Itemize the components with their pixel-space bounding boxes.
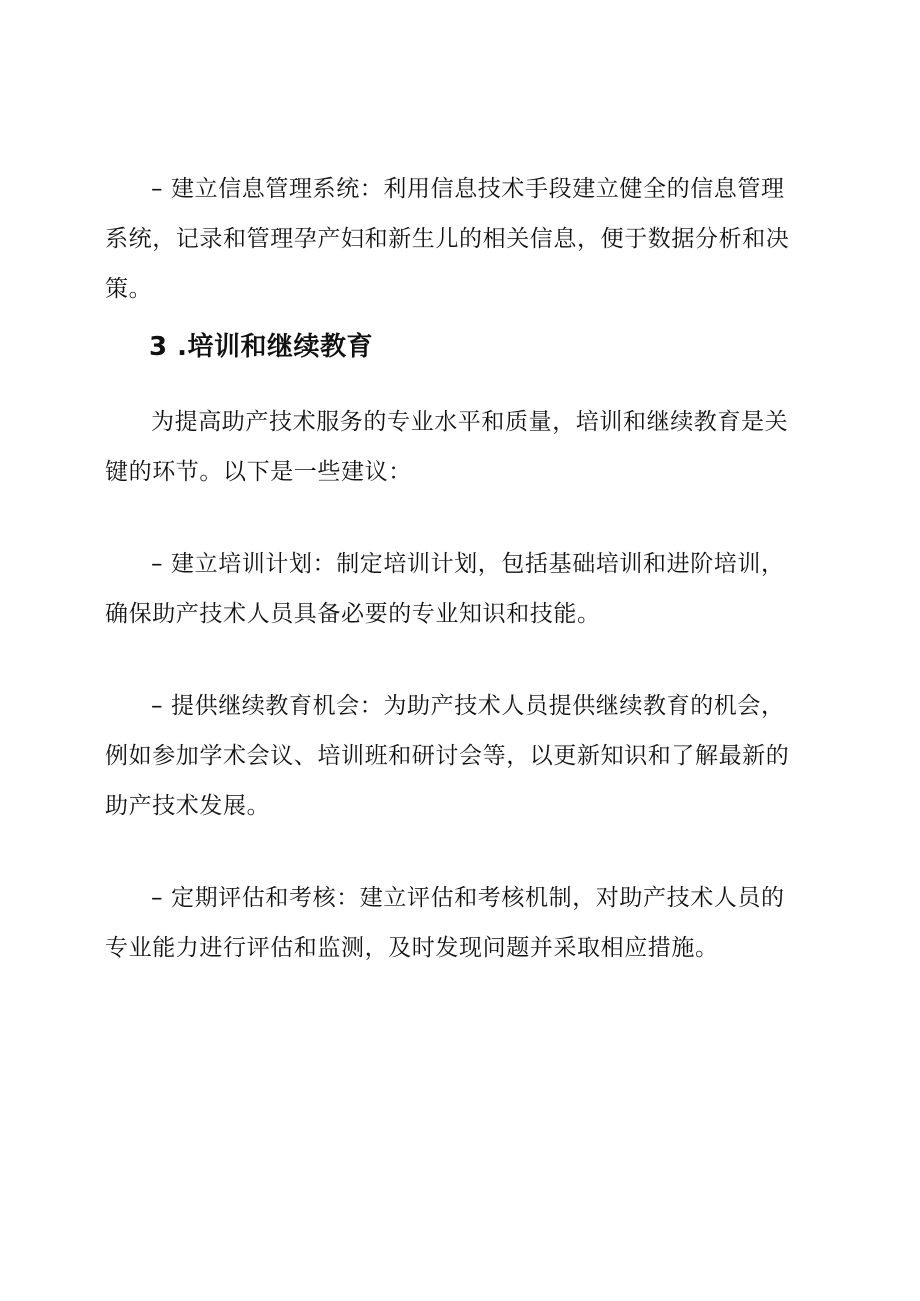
section-heading-training: 3 .培训和继续教育: [149, 332, 374, 362]
paragraph-training-intro: 为提高助产技术服务的专业水平和质量，培训和继续教育是关键的环节。以下是一些建议：: [105, 409, 789, 485]
paragraph-continuing-education: – 提供继续教育机会：为助产技术人员提供继续教育的机会，例如参加学术会议、培训班和研讨会等，以更新知识和了解最新的助产技术发展。: [105, 693, 790, 819]
paragraph-training-plan: – 建立培训计划：制定培训计划，包括基础培训和进阶培训，确保助产技术人员具备必要的专业知识和技能。: [105, 551, 785, 627]
paragraph-information-system: – 建立信息管理系统：利用信息技术手段建立健全的信息管理系统，记录和管理孕产妇和新生儿的相关信息，便于数据分析和决策。: [105, 176, 790, 302]
paragraph-assessment: – 定期评估和考核：建立评估和考核机制，对助产技术人员的专业能力进行评估和监测，及时发现问题并采取相应措施。: [105, 885, 785, 961]
